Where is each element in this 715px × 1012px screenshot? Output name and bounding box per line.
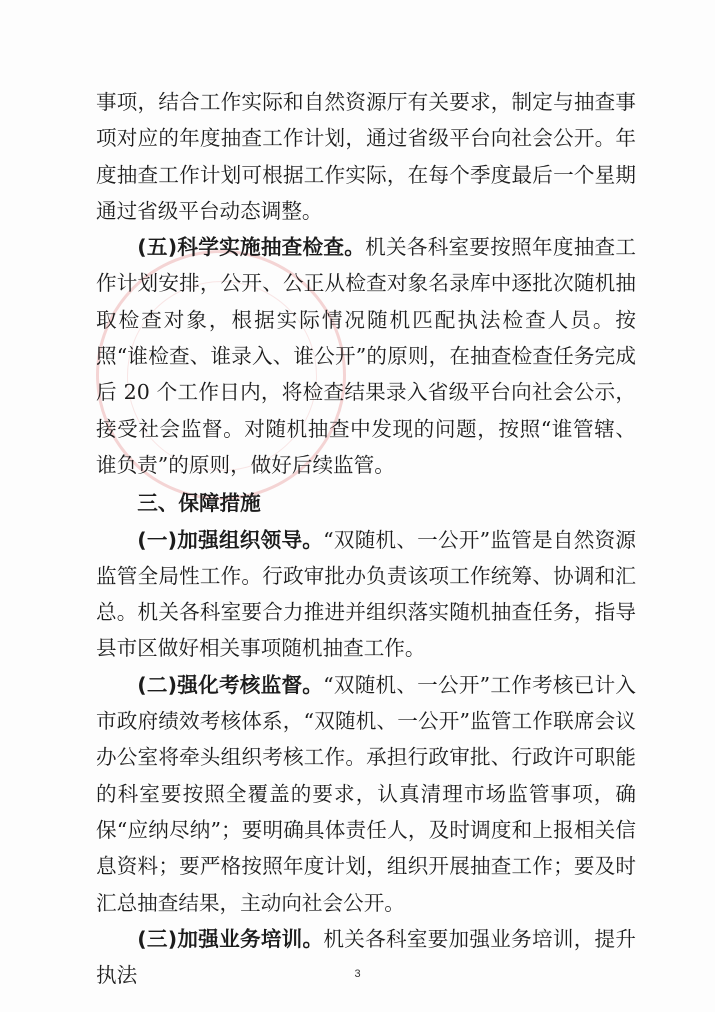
paragraph-text: “双随机、一公开”监管是自然资源监管全局性工作。行政审批办负责该项工作统筹、协调和汇总。机关各科室要合力推进并组织落实随机抽查任务，指导县市区做好相关事项随机抽查工作。 (96, 527, 636, 661)
paragraph-text: 机关各科室要加强业务培训，提升执法 (96, 926, 637, 988)
paragraph-heading: (一)加强组织领导。 (137, 527, 324, 552)
document-body (96, 84, 636, 993)
paragraph-heading: (三)加强业务培训。 (137, 926, 324, 951)
paragraph-heading: (五)科学实施抽查检查。 (137, 235, 366, 260)
page-number: 3 (354, 968, 361, 980)
paragraph-assessment-supervision (96, 667, 636, 921)
paragraph-text: 机关各科室要按照年度抽查工作计划安排，公开、公正从检查对象名录库中逐批次随机抽取检查对象，根据实际情况随机匹配执法检查人员。按照“谁检查、谁录入、谁公开”的原则，在抽查检查任务完成后 20 个工作日内，将检查结果录入省级平台向社会公示，接受社会监督。对随机抽查中发现的问题，按照“谁管辖、谁负责”的原则，做好后续监管。 (96, 235, 637, 477)
paragraph-organization-leadership (96, 522, 636, 667)
paragraph-text: “双随机、一公开”工作考核已计入市政府绩效考核体系，“双随机、一公开”监管工作联席会议办公室将牵头组织考核工作。承担行政审批、行政许可职能的科室要按照全覆盖的要求，认真清理市场监管事项，确保“应纳尽纳”；要明确具体责任人，及时调度和上报相关信息资料；要严格按照年度计划，组织开展抽查工作；要及时汇总抽查结果，主动向社会公开。 (96, 672, 636, 915)
paragraph-text: 事项，结合工作实际和自然资源厅有关要求，制定与抽查事项对应的年度抽查工作计划，通过省级平台向社会公开。年度抽查工作计划可根据工作实际，在每个季度最后一个星期通过省级平台动态调整。 (96, 90, 636, 223)
paragraph-random-inspection (96, 229, 636, 483)
paragraph-business-training (96, 921, 636, 994)
section-title-text: 三、保障措施 (137, 491, 261, 516)
section-title (96, 485, 636, 521)
paragraph-heading: (二)强化考核监督。 (137, 672, 324, 697)
paragraph-continuation (96, 84, 636, 229)
